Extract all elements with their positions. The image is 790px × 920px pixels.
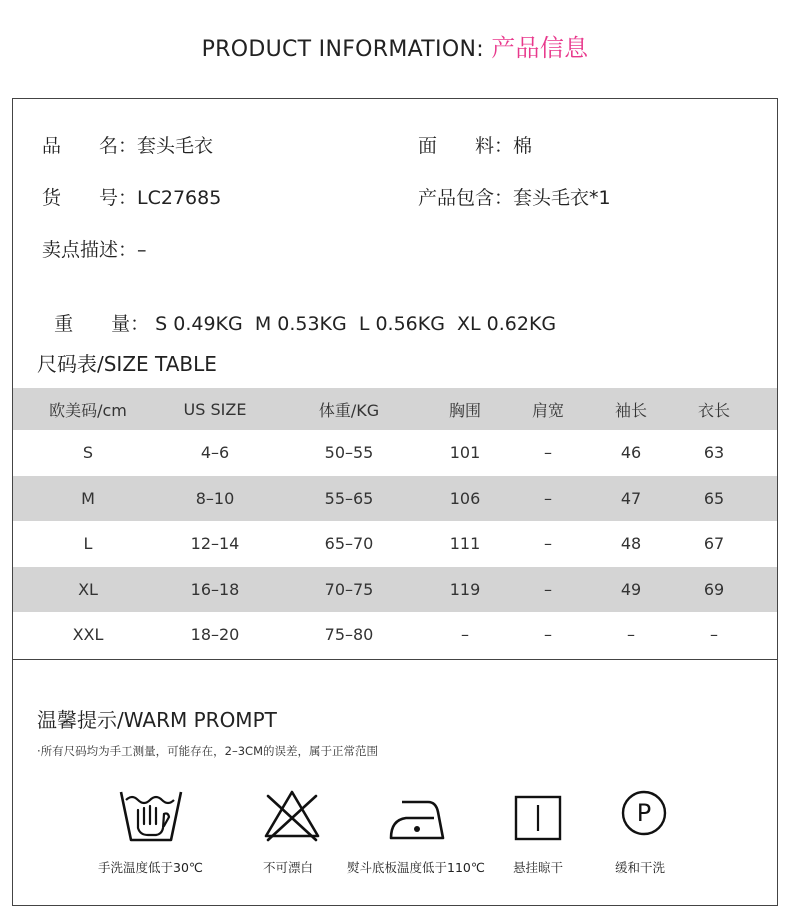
table-row (13, 430, 777, 476)
table-cell: 65–70 (324, 534, 374, 554)
table-cell: 101 (449, 443, 481, 463)
table-header-cell: 体重/KG (318, 400, 380, 420)
info-weight (42, 287, 556, 336)
info-sku (42, 183, 221, 210)
name-label: 品 名： (42, 135, 138, 157)
size-table-title: 尺码表/SIZE TABLE (37, 352, 217, 376)
selling-value: – (137, 239, 147, 261)
table-header-cell: 衣长 (697, 400, 730, 420)
material-label: 面 料： (418, 135, 514, 157)
care-label-hang-dry: 悬挂晾干 (513, 860, 564, 875)
dry-clean-p-icon (620, 789, 668, 837)
table-cell: – (544, 488, 552, 508)
table-header-row (13, 388, 777, 430)
table-cell: 48 (620, 534, 642, 554)
table-cell: 65 (703, 488, 725, 508)
table-cell: 16–18 (190, 579, 240, 599)
warm-prompt-title: 温馨提示/WARM PROMPT (37, 708, 277, 732)
table-row (13, 567, 777, 613)
care-label-hand-wash: 手洗温度低于30℃ (98, 860, 203, 875)
table-cell: – (627, 625, 635, 645)
table-cell: 55–65 (324, 488, 374, 508)
table-cell: 119 (449, 579, 481, 599)
table-cell: S (82, 443, 94, 463)
package-value: 套头毛衣*1 (513, 187, 611, 209)
sku-value: LC27685 (137, 187, 222, 209)
table-cell: – (461, 625, 469, 645)
sku-label: 货 号： (42, 187, 138, 209)
table-cell: 12–14 (190, 534, 240, 554)
table-cell: 75–80 (324, 625, 374, 645)
table-cell: M (81, 488, 95, 508)
table-header-cell: US SIZE (183, 399, 247, 419)
material-value: 棉 (513, 135, 533, 157)
table-cell: 18–20 (190, 625, 240, 645)
package-label: 产品包含： (418, 187, 514, 209)
size-table (13, 388, 777, 658)
svg-text:P: P (636, 799, 652, 827)
title-english: PRODUCT INFORMATION: (201, 37, 492, 62)
table-cell: 63 (703, 443, 725, 463)
table-cell: 67 (703, 534, 725, 554)
table-cell: – (544, 443, 552, 463)
hang-dry-icon (514, 795, 562, 841)
table-cell: XL (78, 579, 98, 599)
table-cell: – (544, 579, 552, 599)
table-cell: 49 (620, 579, 642, 599)
info-package (418, 183, 611, 210)
title-chinese: 产品信息 (491, 34, 589, 62)
weight-label: 重 量： (54, 313, 150, 335)
table-cell: 46 (620, 443, 642, 463)
table-header-cell: 袖长 (614, 400, 647, 420)
info-name (42, 131, 213, 158)
selling-label: 卖点描述： (42, 239, 138, 261)
table-row (13, 612, 777, 658)
table-row (13, 476, 777, 522)
weight-value: S 0.49KG M 0.53KG L 0.56KG XL 0.62KG (155, 313, 557, 335)
care-label-dry-clean: 缓和干洗 (615, 860, 666, 875)
table-header-cell: 胸围 (448, 400, 481, 420)
iron-icon (388, 796, 446, 842)
table-cell: 4–6 (200, 443, 230, 463)
info-material (418, 131, 532, 158)
table-cell: 111 (449, 534, 481, 554)
section-divider (12, 659, 778, 660)
table-cell: 8–10 (195, 488, 235, 508)
table-cell: 69 (703, 579, 725, 599)
table-cell: L (83, 534, 93, 554)
hand-wash-icon (118, 788, 184, 844)
no-bleach-icon (262, 788, 322, 842)
care-label-no-bleach: 不可漂白 (263, 860, 314, 875)
care-label-iron: 熨斗底板温度低于110℃ (347, 860, 485, 875)
table-cell: – (544, 625, 552, 645)
table-cell: 50–55 (324, 443, 374, 463)
measurement-note: ·所有尺码均为手工测量，可能存在，2–3CM的误差，属于正常范围 (37, 744, 378, 758)
table-cell: 47 (620, 488, 642, 508)
info-selling (42, 235, 147, 262)
table-row (13, 521, 777, 567)
table-header-cell: 肩宽 (531, 400, 564, 420)
name-value: 套头毛衣 (137, 135, 214, 157)
table-cell: 70–75 (324, 579, 374, 599)
table-cell: 106 (449, 488, 481, 508)
table-header-cell: 欧美码/cm (49, 400, 127, 420)
table-cell: – (544, 534, 552, 554)
table-cell: – (710, 625, 718, 645)
table-cell: XXL (72, 625, 104, 645)
page-title (0, 28, 790, 63)
